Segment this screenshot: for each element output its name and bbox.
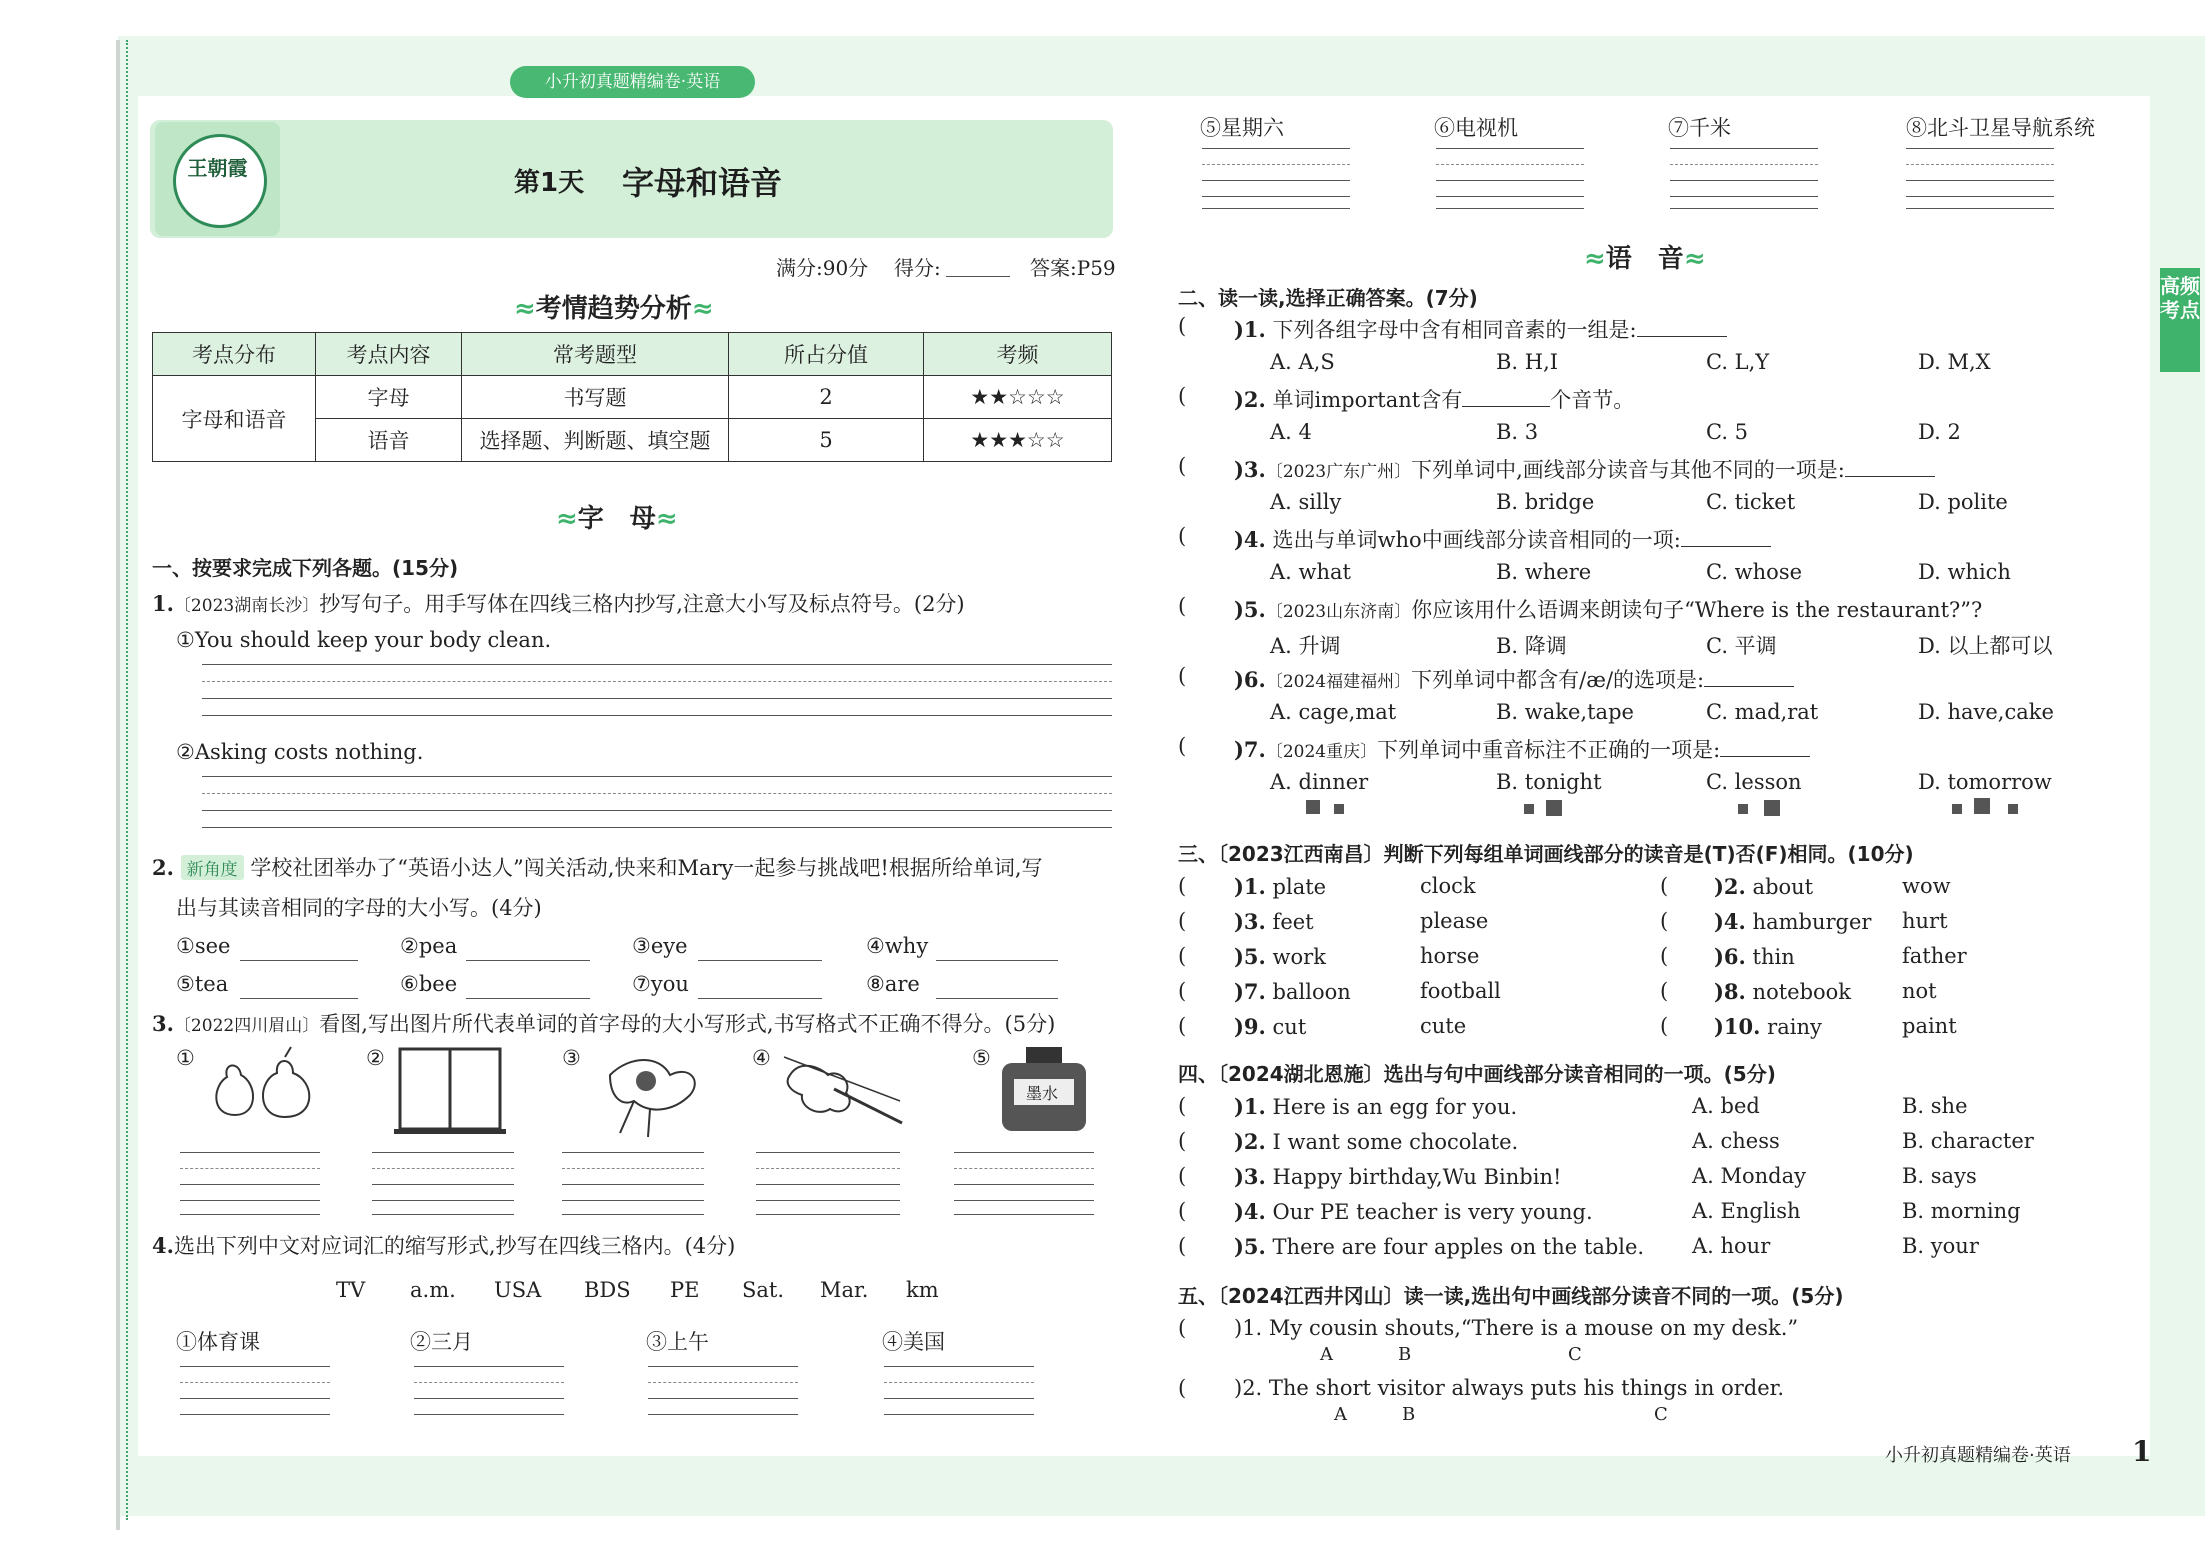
table-cell: 选择题、判断题、填空题 [462, 419, 729, 462]
logo [155, 122, 280, 236]
q4-item: ③上午 [646, 1330, 709, 1354]
ink-bottle-icon [996, 1045, 1136, 1145]
table-cell: 5 [729, 419, 924, 462]
choice-letter: A [1320, 1344, 1333, 1365]
binding-edge [116, 40, 120, 1530]
q2-word: ⑥bee [400, 972, 458, 996]
q3-stem: 3.〔2022四川眉山〕看图,写出图片所代表单词的首字母的大小写形式,书写格式不正确不得分。(5分) [152, 1011, 1056, 1036]
q2-blank[interactable] [466, 960, 590, 961]
q4-option: km [906, 1278, 939, 1302]
col-header: 考频 [924, 333, 1112, 376]
book-header: 小升初真题精编卷·英语 [510, 66, 755, 98]
analysis-table [152, 332, 1112, 462]
logo-badge [173, 134, 267, 228]
table-cell: ★★☆☆☆ [924, 376, 1112, 419]
q4-item: ①体育课 [176, 1330, 260, 1354]
choice-letter: A [1334, 1404, 1347, 1425]
q2-stem: 2. 新角度 学校社团举办了“英语小达人”闯关活动,快来和Mary一起参与挑战吧!根据所给单词,写 [152, 855, 1043, 880]
q4-item: ⑥电视机 [1434, 116, 1518, 140]
dotted-margin [126, 40, 128, 1520]
side-tab: 高频考点 [2160, 268, 2200, 372]
score-label: 得分: [894, 256, 941, 280]
q2-word: ③eye [632, 934, 688, 958]
choice-letter: B [1398, 1344, 1412, 1365]
q2-word: ⑤tea [176, 972, 229, 996]
q2-word: ④why [866, 934, 929, 958]
part5-paren: ( [1178, 1376, 1187, 1400]
q1-sentence-1: ①You should keep your body clean. [176, 628, 552, 652]
q2-word: ②pea [400, 934, 458, 958]
q2-blank[interactable] [936, 998, 1058, 999]
q4-item: ⑦千米 [1668, 116, 1731, 140]
answer-ref: 答案:P59 [1030, 256, 1116, 280]
col-header: 所占分值 [729, 333, 924, 376]
q4-option: BDS [584, 1278, 631, 1302]
pear-icon [205, 1045, 345, 1145]
q3-label: ③ [562, 1046, 581, 1070]
q4-item: ⑤星期六 [1200, 116, 1284, 140]
page-number: 1 [2132, 1435, 2152, 1468]
q2-blank[interactable] [240, 960, 358, 961]
part3-title: 三、〔2023江西南昌〕判断下列每组单词画线部分的读音是(T)否(F)相同。(10分) [1178, 842, 1914, 866]
page-title: 字母和语音 [622, 164, 783, 202]
part5-paren: ( [1178, 1316, 1187, 1340]
q4-option: a.m. [410, 1278, 456, 1302]
logo-text: 王朝霞 [187, 156, 248, 180]
q2-word: ①see [176, 934, 231, 958]
table-cell: 语音 [316, 419, 462, 462]
col-header: 考点分布 [153, 333, 316, 376]
q2-word: ⑦you [632, 972, 689, 996]
score-blank[interactable] [946, 276, 1010, 277]
q3-label: ② [366, 1046, 385, 1070]
q2-blank[interactable] [240, 998, 358, 999]
q2-blank[interactable] [698, 998, 822, 999]
part5-q2: )2. The short visitor always puts his things in order. [1234, 1376, 1785, 1400]
choice-letter: C [1568, 1344, 1582, 1365]
q4-item: ②三月 [410, 1330, 473, 1354]
col-header: 常考题型 [462, 333, 729, 376]
q4-item: ⑧北斗卫星导航系统 [1906, 116, 2095, 140]
choice-letter: B [1402, 1404, 1416, 1425]
q1-stem: 1.〔2023湖南长沙〕抄写句子。用手写体在四线三格内抄写,注意大小写及标点符号。(2分) [152, 591, 965, 616]
violin-icon [780, 1045, 920, 1145]
q3-label: ④ [752, 1046, 771, 1070]
part1-title: 一、按要求完成下列各题。(15分) [152, 556, 459, 580]
col-header: 考点内容 [316, 333, 462, 376]
q4-option: TV [336, 1278, 366, 1302]
table-cell: 字母 [316, 376, 462, 419]
q2-word: ⑧are [866, 972, 920, 996]
q4-stem: 4.选出下列中文对应词汇的缩写形式,抄写在四线三格内。(4分) [152, 1233, 736, 1258]
part5-q1: )1. My cousin shouts,“There is a mouse on my desk.” [1234, 1316, 1799, 1340]
day-label: 第1天 [514, 168, 585, 198]
part5-title: 五、〔2024江西井冈山〕读一读,选出句中画线部分读音不同的一项。(5分) [1178, 1284, 1844, 1308]
table-cell: 2 [729, 376, 924, 419]
part4-title: 四、〔2024湖北恩施〕选出与句中画线部分读音相同的一项。(5分) [1178, 1062, 1776, 1086]
footer-book: 小升初真题精编卷·英语 [1885, 1445, 2071, 1466]
q4-option: Mar. [820, 1278, 869, 1302]
table-cell: ★★★☆☆ [924, 419, 1112, 462]
letters-heading: ≈字 母≈ [556, 504, 678, 534]
table-cell: 书写题 [462, 376, 729, 419]
q2-blank[interactable] [698, 960, 822, 961]
full-score: 满分:90分 [776, 256, 869, 280]
q2-stem-2: 出与其读音相同的字母的大小写。(4分) [176, 896, 542, 920]
q4-option: Sat. [742, 1278, 785, 1302]
q4-option: USA [494, 1278, 542, 1302]
ink-label: 墨水 [1026, 1084, 1059, 1103]
q4-option: PE [670, 1278, 700, 1302]
new-angle-tag: 新角度 [181, 855, 244, 880]
analysis-heading: ≈考情趋势分析≈ [514, 294, 714, 324]
q3-label: ⑤ [972, 1046, 991, 1070]
q2-blank[interactable] [466, 998, 590, 999]
part2-title: 二、读一读,选择正确答案。(7分) [1178, 286, 1478, 310]
bird-icon [590, 1045, 730, 1145]
q2-blank[interactable] [936, 960, 1058, 961]
q1-sentence-2: ②Asking costs nothing. [176, 740, 424, 764]
q4-item: ④美国 [882, 1330, 945, 1354]
phonics-heading: ≈语 音≈ [1584, 244, 1706, 274]
q3-label: ① [176, 1046, 195, 1070]
choice-letter: C [1654, 1404, 1668, 1425]
table-cell: 字母和语音 [153, 376, 316, 462]
window-icon [394, 1045, 534, 1145]
